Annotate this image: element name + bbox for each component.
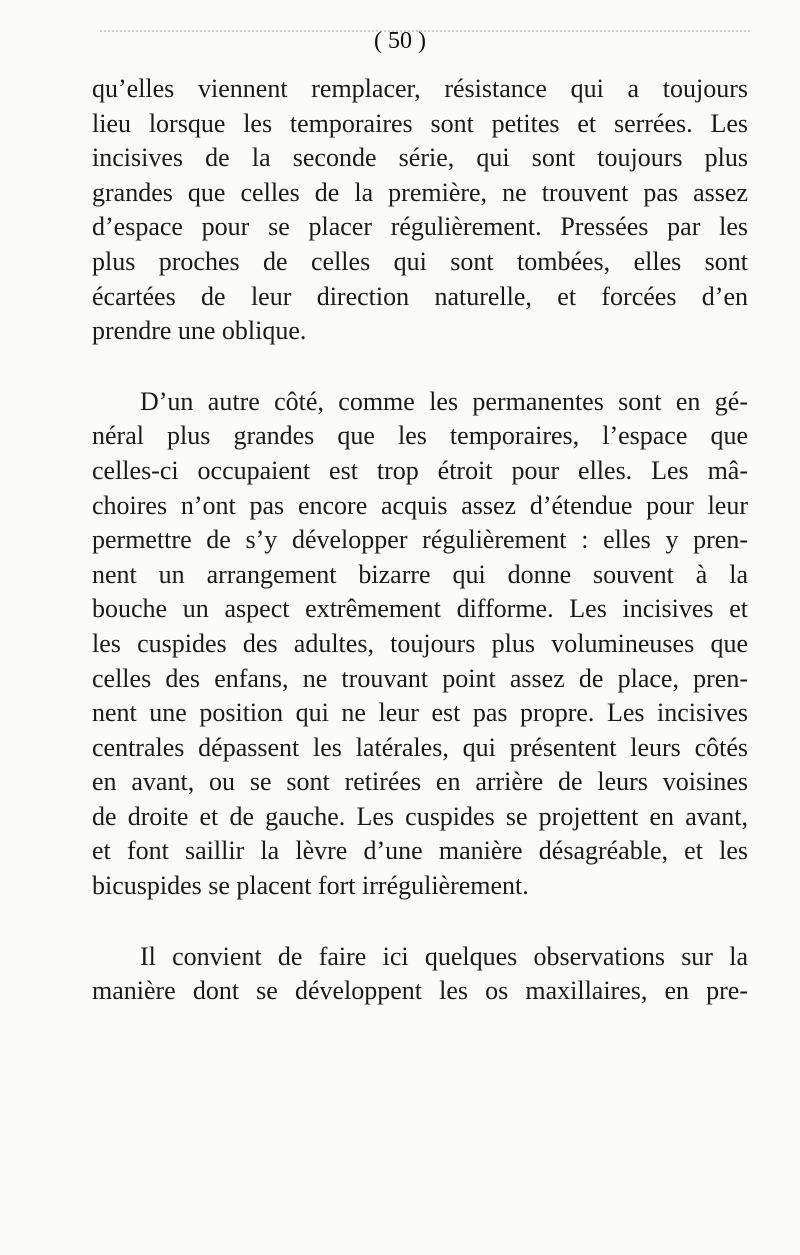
text-line: les cuspides des adultes, toujours plus volumineuses que: [92, 628, 748, 658]
paragraph-2: [92, 385, 748, 904]
text-line: manière dont se développent les os maxillaires, en pre-: [92, 976, 748, 1006]
text-line: bouche un aspect extrêmement difforme. Les incisives et: [92, 594, 748, 624]
page-number: ( 50 ): [374, 28, 426, 54]
text-line: en avant, ou se sont retirées en arrière de leurs voisines: [92, 767, 748, 797]
text-line: écartées de leur direction naturelle, et forcées d’en: [92, 281, 748, 311]
text-line: prendre une oblique.: [92, 316, 307, 346]
paragraph-1: [92, 72, 748, 349]
text-line: et font saillir la lèvre d’une manière désagréable, et les: [92, 836, 748, 866]
text-line: bicuspides se placent fort irrégulièrement.: [92, 871, 529, 901]
body-text: [92, 72, 748, 1045]
text-line: nent un arrangement bizarre qui donne souvent à la: [92, 559, 748, 589]
text-line: de droite et de gauche. Les cuspides se projettent en avant,: [92, 801, 748, 831]
text-line: centrales dépassent les latérales, qui présentent leurs côtés: [92, 732, 748, 762]
text-line: D’un autre côté, comme les permanentes sont en gé-: [140, 386, 748, 416]
text-line: permettre de s’y développer régulièrement : elles y pren-: [92, 525, 748, 555]
paragraph-3: [92, 940, 748, 1009]
text-line: Il convient de faire ici quelques observations sur la: [140, 941, 748, 971]
text-line: celles-ci occupaient est trop étroit pour elles. Les mâ-: [92, 455, 748, 485]
text-line: lieu lorsque les temporaires sont petites et serrées. Les: [92, 108, 748, 138]
text-line: grandes que celles de la première, ne trouvent pas assez: [92, 177, 748, 207]
text-line: celles des enfans, ne trouvant point assez de place, pren-: [92, 663, 748, 693]
text-line: plus proches de celles qui sont tombées, elles sont: [92, 246, 748, 276]
text-line: d’espace pour se placer régulièrement. Pressées par les: [92, 212, 748, 242]
text-line: choires n’ont pas encore acquis assez d’étendue pour leur: [92, 490, 748, 520]
text-line: qu’elles viennent remplacer, résistance qui a toujours: [92, 74, 748, 103]
text-line: néral plus grandes que les temporaires, l’espace que: [92, 421, 748, 451]
text-line: incisives de la seconde série, qui sont toujours plus: [92, 143, 748, 173]
text-line: nent une position qui ne leur est pas propre. Les incisives: [92, 698, 748, 728]
